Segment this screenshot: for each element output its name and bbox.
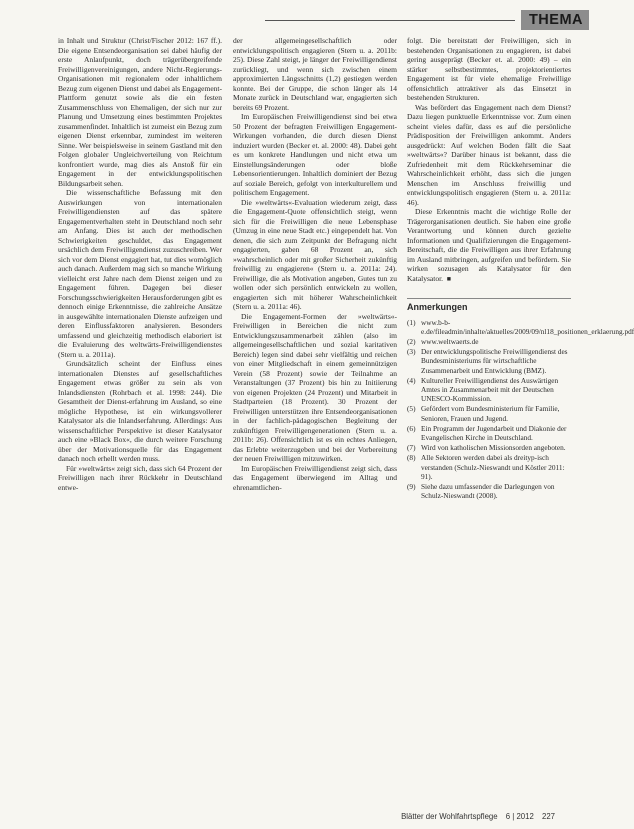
note-number: (1) bbox=[407, 317, 416, 327]
paragraph: Grundsätzlich scheint der Einfluss eines internationalen Dienstes auf gesellschaftliches Engagement etwas größer zu sein als von Inlandsdiensten (Rohrbach et al. 1998: 244). Die Gesamtheit der Dienst-erfahrung im Ausland, so eine mögliche Hypothese, ist ein wirkungsvollerer Katalysator als die Inlandserfahrung. Allerdings: Aus wissenschaftlicher Perspektive ist dieser Katalysator auch eine »Black Box«, die durch weitere Forschung über der Motivationsquelle für das Engagement danach noch erhellt werden muss. bbox=[58, 359, 222, 463]
notes-list bbox=[407, 317, 634, 501]
note-text: Wird von katholischen Missionsorden angeboten. bbox=[421, 443, 566, 453]
note-link[interactable]: www.weltwaerts.de bbox=[421, 336, 479, 346]
note-text: Alle Sektoren werden dabei als dreityp-isch verstanden (Schulz-Nieswandt und Köstler 2011: 91). bbox=[421, 453, 565, 481]
note-text: Der entwicklungspolitische Freiwilligendienst des Bundesministeriums für wirtschaftliche Zusammenarbeit und Entwicklung (BMZ). bbox=[421, 347, 568, 375]
section-label: THEMA bbox=[521, 10, 589, 30]
note-number: (2) bbox=[407, 336, 416, 346]
note-number: (3) bbox=[407, 347, 416, 357]
paragraph-text: Diese Erkenntnis macht die wichtige Rolle der Trägerorganisationen deutlich. Sie haben eine große Verantwortung und können durch gezielte Informationen und Qualifizierungen die Engagement-Bereitschaft, die die Freiwilligen aus ihrer Erfahrung im Ausland mitbringen, aufgreifen und befördern. Sie wirken sozusagen als Katalysator für den Katalysator. bbox=[407, 207, 571, 283]
note-number: (7) bbox=[407, 443, 416, 453]
issue-number: 6 | 2012 bbox=[505, 812, 534, 821]
note-item bbox=[407, 443, 571, 452]
text-column-2 bbox=[233, 36, 397, 492]
note-text: Kultureller Freiwilligendienst des Auswärtigen Amtes in Zusammenarbeit mit der Deutschen UNESCO-Kommission. bbox=[421, 375, 559, 404]
paragraph bbox=[407, 207, 571, 284]
paragraph: Die wissenschaftliche Befassung mit den Auswirkungen von internationalen Freiwilligendiensten auf das spätere Engagementverhalten steht in Deutschland noch sehr am Anfang. Dies ist auch der methodischen Schwierigkeiten geschuldet, das Engagement ursächlich dem Freiwilligendienst zuzuschreiben. Wer sich vor dem Dienst engagiert hat, tut dies womöglich auch danach. Außerdem mag sich so manche Wirkung vielleicht erst Jahre nach dem Dienst zeigen und zu Engagement führen. Dagegen bei dieser Forschungsschwierigkeiten Herausforderungen gibt es dennoch einige Erkenntnisse, die zahlreiche Ansätze in ausgewählte internationalen Dienste aufzeigen und deren Einflussfaktoren analysieren. Besonders umfassend und gleichzeitig methodisch elaboriert ist die Evaluierung des weltwärts-Freiwilligendienstes (Stern u. a. 2011a). bbox=[58, 188, 222, 359]
paragraph: Die »weltwärts«-Evaluation wiederum zeigt, dass die Engagement-Quote offensichtlich steigt, wenn sich für die Freiwilligen die neue Lebensphase (Umzug in eine neue Stadt etc.) eingependelt hat. Von denen, die sich zum Zeitpunkt der Befragung nicht engagierten, gaben 68 Prozent an, sich »wahrscheinlich oder mit großer Sicherheit zukünftig freiwillig zu engagieren« (Stern u. a. 2011a: 24). Freiwillige, die als Motivation angeben, Gutes tun zu wollen oder sich persönlich entwickeln zu wollen, engagierten sich mit höherer Wahrscheinlichkeit (Stern u. a. 2011a: 46). bbox=[233, 197, 397, 311]
section-rule bbox=[265, 20, 515, 21]
text-column-1 bbox=[58, 36, 222, 492]
paragraph: Im Europäischen Freiwilligendienst sind bei etwa 50 Prozent der befragten Freiwilligen Engagement-Wirkungen vorhanden, die durch diesen Dienst induziert wurden (Becker et. al. 2000: 48). Dabei geht es um konkrete Handlungen und nicht etwa um Einstellungsänderungen oder bloße Lebensorientierungen. Inhaltlich dominiert der Bezug auf soziale Bereich, gefolgt von interkulturellem und politischem Engagement. bbox=[233, 112, 397, 197]
paragraph: der allgemeingesellschaftlich oder entwicklungspolitisch engagieren (Stern u. a. 2011b: 25). Diese Zahl steigt, je länger der Freiwilligendienst zurückliegt, und wenn sich zwischen einem approximierten Längsschnitts (1,2) gestiegen werden konnte. Bei der Gruppe, die schon länger als 14 Monate zurück in Deutschland war, engagierten sich bereits 69 Prozent. bbox=[233, 36, 397, 112]
note-item bbox=[407, 453, 571, 481]
notes-heading: Anmerkungen bbox=[407, 298, 571, 313]
page-footer bbox=[395, 812, 555, 821]
note-item bbox=[407, 424, 571, 442]
paragraph: in Inhalt und Struktur (Christ/Fischer 2012: 167 ff.). Die eigene Entsendeorganisation sei dabei häufig der erste Anlaufpunkt, doch trägerübergreifende Freiwilligenvereinigungen, andere Nicht-Regierungs-Organisationen mit regionalem oder inhaltlichem Bezug zum eigenen Dienst und dabei als Engagement-Plattform genutzt sowie als die ein festen Zusammenschluss von Ehemaligen, der sich nur zur Planung und Umsetzung eines bestimmten Projektes zusammenfindet. Inhaltlich ist zumeist ein Bezug zum eigenen Dienst erkennbar, zumindest im weiteren Sinne. Wer beispielsweise in seinem Gastland mit den Folgen globaler Ungleichverteilung von Reichtum konfrontiert wurde, mag dies als Anstoß für ein Engagement in der entwicklungspolitischen Bildungsarbeit sehen. bbox=[58, 36, 222, 188]
note-item bbox=[407, 347, 571, 375]
note-number: (6) bbox=[407, 423, 416, 433]
section-header bbox=[265, 10, 589, 30]
note-item bbox=[407, 337, 571, 346]
note-item bbox=[407, 404, 571, 422]
note-item bbox=[407, 317, 634, 336]
page-number: 227 bbox=[541, 812, 555, 821]
note-number: (5) bbox=[407, 404, 416, 414]
note-link[interactable]: www.b-b-e.de/fileadmin/inhalte/aktuelles/2009/09/nl18_positionen_erklaerung.pdf bbox=[421, 317, 634, 336]
note-text: Ein Programm der Jugendarbeit und Diakonie der Evangelischen Kirche in Deutschland. bbox=[421, 423, 567, 442]
note-number: (8) bbox=[407, 453, 416, 463]
note-item bbox=[407, 376, 571, 404]
paragraph: Für »weltwärts« zeigt sich, dass sich 64 Prozent der Freiwilligen nach ihrer Rückkehr in Deutschland entwe- bbox=[58, 463, 222, 492]
paragraph: Die Engagement-Formen der »weltwärts«-Freiwilligen in Bereichen die nicht zum Entwicklungszusammenarbeit zählen (also im allgemeingesellschaftlichen und sozial karitativen Bereich) legen sind dabei sehr vielfältig und reichen von einer Mitgliedschaft in einem gemeinnützigen Verein (58 Prozent) sowie der Teilnahme an Veranstaltungen (37 Prozent) bis hin zu Initiierung von eigenen Projekten (24 Prozent) und Mitarbeit in Stadtparteien (18 Prozent). 30 Prozent der Freiwilligen unterstützen ihre Entsendeorganisationen in der fachlich-pädagogischen Begleitung der zukünftigen Freiwilligengenerationen (Stern u. a. 2011b: 26). Offensichtlich ist es ein echtes Anliegen, das Erlebte weiterzugeben und bei der Vorbereitung der neuen Freiwilligen mitzuwirken. bbox=[233, 311, 397, 463]
note-item bbox=[407, 482, 571, 500]
note-number: (9) bbox=[407, 481, 416, 491]
journal-title: Blätter der Wohlfahrtspflege bbox=[401, 812, 498, 821]
note-text: Gefördert vom Bundesministerium für Familie, Senioren, Frauen und Jugend. bbox=[421, 404, 560, 423]
paragraph: Im Europäischen Freiwilligendienst zeigt sich, dass das Engagement überwiegend im Alltag und ehrenamtlichen- bbox=[233, 463, 397, 492]
end-of-article-mark: ■ bbox=[446, 274, 452, 283]
note-number: (4) bbox=[407, 375, 416, 385]
note-text: Siehe dazu umfassender die Darlegungen von Schulz-Nieswandt (2008). bbox=[421, 481, 555, 501]
paragraph: folgt. Die bereitstatt der Freiwilligen, sich in bestehenden Organisationen zu engagieren, ist dabei gering ausgeprägt (Becker et. al. 2000: 49) – ein stärker selbstbestimmtes, projektorientiertes Engagement ist für viele ehemalige Freiwillige offensichtlich attraktiver als das Einsetzt in bestehenden Strukturen. bbox=[407, 36, 571, 102]
paragraph: Was befördert das Engagement nach dem Dienst? Dazu liegen punktuelle Erkenntnisse vor. Zum einen scheint vieles dafür, dass es auf die persönliche Prädisposition der Freiwilligen ankommt. Anders ausgedrückt: Auf welchen Boden fällt die Saat »weltwärts«? Darüber hinaus ist bekannt, dass die Zufriedenheit mit dem Rückkehrseminar die Wahrscheinlichkeit erhöht, dass sich die jungen Menschen im Anschluss freiwillig und entwicklungspolitisch engagieren (Stern u. a. 2011a: 46). bbox=[407, 102, 571, 207]
text-column-3 bbox=[407, 36, 634, 501]
